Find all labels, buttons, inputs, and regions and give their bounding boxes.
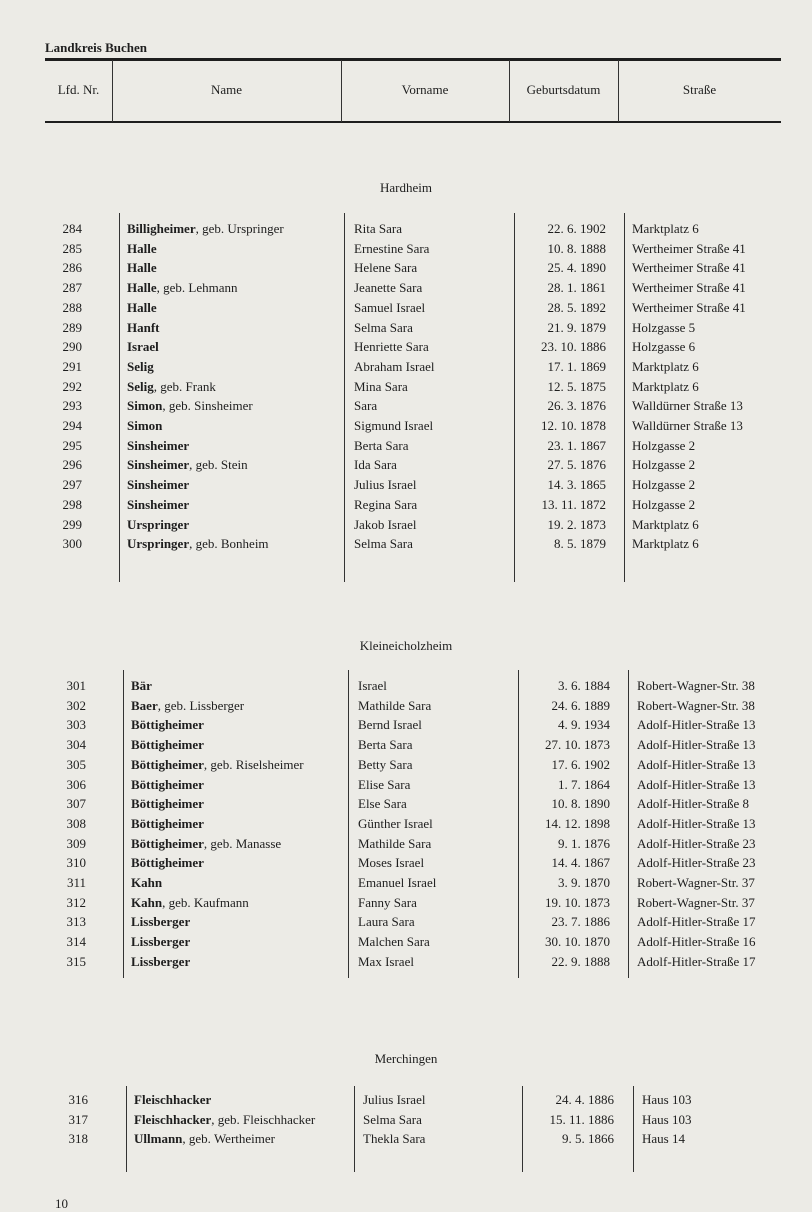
first-name: Max Israel [358,953,414,969]
row-number: 286 [62,260,82,276]
person-name [127,377,216,397]
surname: Böttigheimer [131,815,204,831]
street-address: Adolf-Hitler-Straße 16 [637,934,756,950]
birth-date: 23. 7. 1886 [551,914,610,930]
birth-date: 12. 10. 1878 [541,418,606,433]
birth-date: 12. 5. 1875 [547,378,606,394]
table-row [0,853,812,873]
first-name: Regina Sara [354,496,418,512]
street-address: Marktplatz 6 [632,221,699,236]
person-name [127,298,157,318]
street-address: Adolf-Hitler-Straße 13 [637,815,756,831]
street-address: Holzgasse 5 [632,319,696,335]
person-name [134,1110,315,1130]
first-name: Jeanette Sara [354,280,423,296]
person-name [127,534,269,554]
row-number: 291 [62,358,82,374]
first-name: Sigmund Israel [354,418,434,433]
surname: Halle [127,240,157,256]
row-number: 295 [62,437,82,453]
row-number: 300 [62,536,82,552]
birth-date: 13. 11. 1872 [541,496,606,512]
surname: Kahn [131,875,163,890]
surname: Fleischhacker [134,1111,212,1127]
person-name [127,495,189,515]
row-number: 314 [66,934,86,950]
birth-name-suffix: , geb. Manasse [203,835,282,851]
row-number: 284 [62,221,82,236]
first-name: Julius Israel [363,1092,426,1107]
birth-date: 22. 9. 1888 [551,953,610,969]
birth-date: 9. 1. 1876 [558,835,610,851]
table-row [0,1110,812,1130]
street-address: Haus 103 [642,1111,692,1127]
column-header-nr: Lfd. Nr. [57,82,100,97]
table-row [0,495,812,515]
first-name: Ida Sara [354,457,397,473]
first-name: Elise Sara [358,776,411,792]
person-name [131,893,249,913]
header-top-rule [45,58,781,61]
table-row [0,715,812,735]
person-name [131,794,204,814]
table-row [0,298,812,318]
district-header: Landkreis Buchen [45,40,147,55]
surname: Selig [127,358,154,374]
column-header-birth-date: Geburtsdatum [526,82,601,97]
birth-name-suffix: , geb. Lehmann [156,280,238,296]
first-name: Else Sara [358,796,407,812]
birth-date: 4. 9. 1934 [558,717,610,733]
person-name [131,952,190,972]
surname: Hanft [127,319,160,335]
birth-name-suffix: , geb. Kaufmann [162,894,249,910]
row-number: 292 [62,378,82,394]
person-name [134,1090,211,1110]
street-address: Adolf-Hitler-Straße 13 [637,776,756,792]
surname: Urspringer [127,516,190,532]
surname: Urspringer [127,536,190,552]
table-row [0,794,812,814]
row-number: 307 [66,796,86,812]
first-name: Julius Israel [354,477,417,493]
surname: Lissberger [131,953,191,969]
person-name [127,278,237,298]
row-number: 298 [62,496,82,512]
person-name [127,455,248,475]
person-name [127,475,189,495]
first-name: Abraham Israel [354,358,435,374]
first-name: Mathilde Sara [358,697,432,713]
birth-date: 17. 1. 1869 [547,358,606,374]
person-name [131,912,190,932]
surname: Simon [127,398,163,414]
header-bottom-rule [45,121,781,123]
birth-name-suffix: , geb. Riselsheimer [203,756,304,772]
first-name: Thekla Sara [363,1131,426,1146]
birth-date: 9. 5. 1866 [562,1131,614,1146]
column-header-name: Name [210,82,243,97]
table-row [0,1129,812,1149]
surname: Halle [127,280,157,296]
table-row [0,775,812,795]
first-name: Berta Sara [354,437,409,453]
first-name: Selma Sara [354,319,413,335]
table-row [0,676,812,696]
person-name [131,755,304,775]
row-number: 305 [66,756,86,772]
table-row [0,436,812,456]
table-row [0,377,812,397]
row-number: 287 [62,280,82,296]
birth-date: 14. 12. 1898 [545,815,610,831]
first-name: Samuel Israel [354,299,426,315]
row-number: 313 [66,914,86,930]
surname: Sinsheimer [127,496,190,512]
person-name [127,219,284,239]
person-name [131,932,190,952]
person-name [131,814,204,834]
street-address: Adolf-Hitler-Straße 13 [637,717,756,733]
section-title: Hardheim [380,180,432,195]
person-name [127,239,157,259]
person-name [127,416,162,436]
surname: Billigheimer [127,221,196,236]
first-name: Malchen Sara [358,934,430,950]
table-row [0,219,812,239]
surname: Lissberger [131,914,191,930]
surname: Halle [127,260,157,276]
row-number: 317 [68,1111,88,1127]
birth-date: 19. 10. 1873 [545,894,610,910]
surname: Kahn [131,894,163,910]
surname: Sinsheimer [127,437,190,453]
birth-date: 24. 6. 1889 [551,697,610,713]
first-name: Henriette Sara [354,339,429,355]
street-address: Robert-Wagner-Str. 38 [637,697,755,713]
person-name [127,436,189,456]
row-number: 312 [66,894,86,910]
birth-name-suffix: , geb. Frank [153,378,216,394]
row-number: 318 [68,1131,88,1146]
street-address: Adolf-Hitler-Straße 17 [637,914,756,930]
row-number: 302 [66,697,86,713]
street-address: Adolf-Hitler-Straße 23 [637,855,756,871]
table-row [0,834,812,854]
surname: Böttigheimer [131,737,204,753]
street-address: Marktplatz 6 [632,378,699,394]
column-header-first-name: Vorname [401,82,449,97]
section-title: Kleineicholzheim [359,638,453,653]
street-address: Walldürner Straße 13 [632,418,743,433]
table-row [0,396,812,416]
person-name [127,357,154,377]
table-row [0,814,812,834]
table-row [0,278,812,298]
table-row [0,952,812,972]
birth-date: 14. 3. 1865 [547,477,606,493]
street-address: Marktplatz 6 [632,516,699,532]
first-name: Betty Sara [358,756,413,772]
table-row [0,893,812,913]
surname: Lissberger [131,934,191,950]
street-address: Holzgasse 6 [632,339,696,355]
birth-date: 21. 9. 1879 [547,319,606,335]
first-name: Emanuel Israel [358,875,437,890]
birth-date: 15. 11. 1886 [549,1111,614,1127]
street-address: Walldürner Straße 13 [632,398,743,414]
surname: Böttigheimer [131,835,204,851]
birth-name-suffix: , geb. Bonheim [189,536,269,552]
table-row [0,932,812,952]
street-address: Marktplatz 6 [632,358,699,374]
birth-date: 28. 1. 1861 [547,280,606,296]
row-number: 316 [68,1092,88,1107]
table-row [0,258,812,278]
row-number: 294 [62,418,82,433]
birth-date: 23. 10. 1886 [541,339,606,355]
table-row [0,696,812,716]
first-name: Moses Israel [358,855,425,871]
surname: Böttigheimer [131,776,204,792]
birth-date: 17. 6. 1902 [551,756,610,772]
person-name [127,515,189,535]
person-name [127,337,159,357]
street-address: Adolf-Hitler-Straße 17 [637,953,756,969]
row-number: 285 [62,240,82,256]
street-address: Robert-Wagner-Str. 37 [637,875,755,890]
street-address: Adolf-Hitler-Straße 13 [637,737,756,753]
table-row [0,455,812,475]
street-address: Wertheimer Straße 41 [632,260,746,276]
birth-name-suffix: , geb. Urspringer [195,221,284,236]
street-address: Holzgasse 2 [632,496,696,512]
table-row [0,1090,812,1110]
birth-date: 3. 9. 1870 [558,875,610,890]
table-row [0,239,812,259]
table-row [0,357,812,377]
table-row [0,735,812,755]
row-number: 293 [62,398,82,414]
row-number: 296 [62,457,82,473]
birth-date: 8. 5. 1879 [554,536,606,552]
table-row [0,337,812,357]
person-name [134,1129,275,1149]
row-number: 301 [66,678,86,693]
page-number: 10 [55,1196,68,1211]
street-address: Marktplatz 6 [632,536,699,552]
surname: Sinsheimer [127,477,190,493]
birth-date: 19. 2. 1873 [547,516,606,532]
person-name [131,873,162,893]
surname: Sinsheimer [127,457,190,473]
row-number: 310 [66,855,86,871]
column-header-street: Straße [682,82,717,97]
table-row [0,416,812,436]
birth-name-suffix: , geb. Fleischhacker [211,1111,316,1127]
birth-date: 10. 8. 1888 [547,240,606,256]
street-address: Adolf-Hitler-Straße 23 [637,835,756,851]
first-name: Jakob Israel [354,516,417,532]
first-name: Fanny Sara [358,894,417,910]
first-name: Sara [354,398,378,414]
surname: Israel [127,339,159,355]
person-name [131,834,281,854]
row-number: 306 [66,776,86,792]
person-name [127,396,253,416]
person-name [131,735,204,755]
row-number: 303 [66,717,86,733]
first-name: Bernd Israel [358,717,422,733]
row-number: 311 [66,875,86,890]
birth-name-suffix: , geb. Lissberger [157,697,245,713]
first-name: Günther Israel [358,815,433,831]
row-number: 290 [62,339,82,355]
birth-date: 25. 4. 1890 [547,260,606,276]
birth-name-suffix: , geb. Stein [189,457,248,473]
surname: Böttigheimer [131,855,204,871]
birth-name-suffix: , geb. Wertheimer [182,1131,275,1146]
street-address: Robert-Wagner-Str. 38 [637,678,755,693]
first-name: Laura Sara [358,914,415,930]
row-number: 299 [62,516,82,532]
first-name: Selma Sara [354,536,413,552]
birth-date: 1. 7. 1864 [558,776,610,792]
surname: Halle [127,299,157,315]
birth-date: 24. 4. 1886 [555,1092,614,1107]
first-name: Helene Sara [354,260,418,276]
street-address: Wertheimer Straße 41 [632,240,746,256]
surname: Ullmann [134,1131,183,1146]
person-name [131,715,204,735]
birth-date: 10. 8. 1890 [551,796,610,812]
first-name: Rita Sara [354,221,403,236]
street-address: Holzgasse 2 [632,457,696,473]
birth-date: 22. 6. 1902 [547,221,606,236]
first-name: Berta Sara [358,737,413,753]
birth-date: 3. 6. 1884 [558,678,610,693]
surname: Böttigheimer [131,717,204,733]
surname: Simon [127,418,163,433]
street-address: Holzgasse 2 [632,437,696,453]
person-name [131,696,244,716]
table-row [0,534,812,554]
street-address: Adolf-Hitler-Straße 8 [637,796,750,812]
section-title: Merchingen [374,1051,438,1066]
person-name [131,853,204,873]
birth-date: 14. 4. 1867 [551,855,610,871]
person-name [127,318,160,338]
row-number: 308 [66,815,86,831]
table-row [0,318,812,338]
surname: Fleischhacker [134,1092,212,1107]
street-address: Haus 103 [642,1092,692,1107]
table-row [0,912,812,932]
row-number: 304 [66,737,86,753]
birth-date: 28. 5. 1892 [547,299,606,315]
street-address: Haus 14 [642,1131,685,1146]
surname: Baer [131,697,158,713]
person-name [131,775,204,795]
first-name: Selma Sara [363,1111,422,1127]
table-row [0,873,812,893]
table-row [0,515,812,535]
surname: Selig [127,378,154,394]
street-address: Wertheimer Straße 41 [632,299,746,315]
person-name [127,258,157,278]
first-name: Mina Sara [354,378,408,394]
street-address: Adolf-Hitler-Straße 13 [637,756,756,772]
surname: Böttigheimer [131,796,204,812]
birth-date: 26. 3. 1876 [547,398,606,414]
birth-date: 27. 5. 1876 [547,457,606,473]
table-row [0,475,812,495]
row-number: 297 [62,477,82,493]
first-name: Israel [358,678,387,693]
first-name: Mathilde Sara [358,835,432,851]
street-address: Wertheimer Straße 41 [632,280,746,296]
birth-date: 27. 10. 1873 [545,737,610,753]
row-number: 288 [62,299,82,315]
surname: Böttigheimer [131,756,204,772]
street-address: Robert-Wagner-Str. 37 [637,894,755,910]
row-number: 289 [62,319,82,335]
first-name: Ernestine Sara [354,240,430,256]
birth-date: 30. 10. 1870 [545,934,610,950]
surname: Bär [131,678,152,693]
table-row [0,755,812,775]
row-number: 309 [66,835,86,851]
street-address: Holzgasse 2 [632,477,696,493]
row-number: 315 [66,953,86,969]
person-name [131,676,152,696]
birth-name-suffix: , geb. Sinsheimer [162,398,253,414]
birth-date: 23. 1. 1867 [547,437,606,453]
